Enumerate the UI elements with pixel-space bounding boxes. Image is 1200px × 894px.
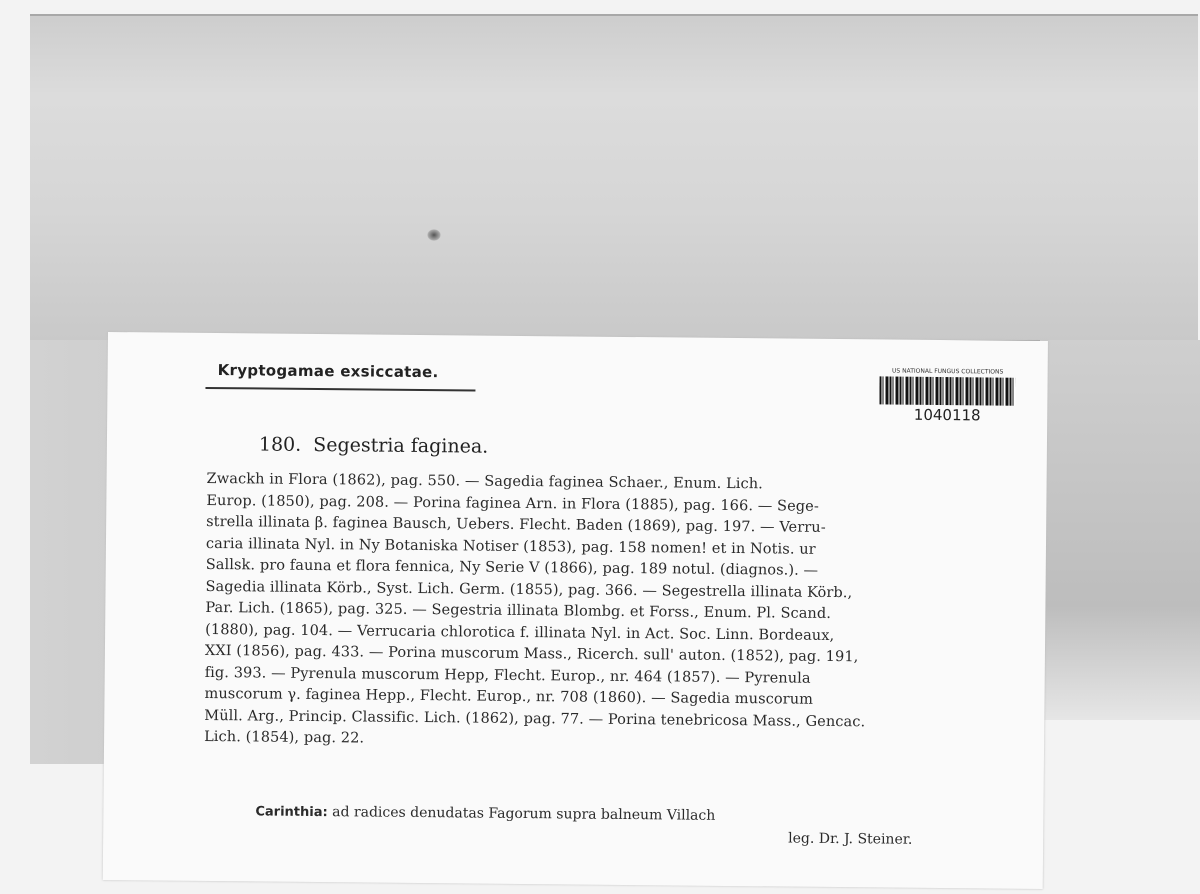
barcode-number: 1040118 [913, 405, 981, 425]
synonymy-line: Par. Lich. (1865), pag. 325. — Segestria illinata Blombg. et Forss., Enum. Pl. Scand. [205, 599, 832, 622]
specimen-name: Segestria faginea. [313, 433, 489, 458]
synonymy-line: muscorum γ. faginea Hepp., Flecht. Europ., nr. 708 (1860). — Sagedia muscorum [204, 685, 814, 708]
synonymy-line: (1880), pag. 104. — Verrucaria chlorotica f. illinata Nyl. in Act. Soc. Linn. Bordeaux, [205, 621, 835, 644]
locality-region: Carinthia: [255, 804, 328, 821]
specimen-label [103, 332, 1048, 889]
synonymy-line: Lich. (1854), pag. 22. [204, 728, 365, 747]
specimen-title [259, 433, 489, 457]
locality [255, 803, 715, 823]
synonymy-line: caria illinata Nyl. in Ny Botaniska Notiser (1853), pag. 158 nomen! et in Notis. ur [205, 535, 816, 558]
synonymy-line: Zwackh in Flora (1862), pag. 550. — Sagedia faginea Schaer., Enum. Lich. [206, 470, 763, 493]
synonymy-line: Europ. (1850), pag. 208. — Porina faginea Arn. in Flora (1885), pag. 166. — Sege- [206, 492, 819, 515]
packet-left-flap [30, 340, 110, 764]
collector: leg. Dr. J. Steiner. [788, 830, 913, 848]
synonymy-line: XXI (1856), pag. 433. — Porina muscorum Mass., Ricerch. sull' auton. (1852), pag. 191, [204, 642, 859, 666]
barcode-bars [879, 376, 1015, 405]
packet-right-flap [1040, 340, 1200, 720]
synonymy-line: strella illinata β. faginea Bausch, Uebers. Flecht. Baden (1869), pag. 197. — Verru- [206, 513, 826, 536]
specimen-number: 180. [258, 433, 302, 456]
specimen-packet [30, 14, 1198, 342]
locality-text: ad radices denudatas Fagorum supra balneum Villach [332, 804, 716, 824]
barcode-block [877, 367, 1018, 424]
packet-blemish [427, 229, 441, 241]
synonymy-line: Müll. Arg., Princip. Classific. Lich. (1862), pag. 77. — Porina tenebricosa Mass., Gencac. [204, 707, 866, 730]
synonymy-line: Sagedia illinata Körb., Syst. Lich. Germ. (1855), pag. 366. — Segestrella illinata Körb., [205, 578, 853, 601]
barcode-caption: US NATIONAL FUNGUS COLLECTIONS [891, 367, 1004, 376]
series-title: Kryptogamae exsiccatae. [217, 361, 439, 382]
series-title-underline [205, 387, 475, 392]
synonymy-line: fig. 393. — Pyrenula muscorum Hepp, Flecht. Europ., nr. 464 (1857). — Pyrenula [204, 664, 811, 687]
synonymy-line: Sallsk. pro fauna et flora fennica, Ny Serie V (1866), pag. 189 notul. (diagnos.). — [205, 556, 819, 579]
packet-fold-edge [30, 14, 1198, 16]
synonymy-text [204, 469, 1027, 756]
